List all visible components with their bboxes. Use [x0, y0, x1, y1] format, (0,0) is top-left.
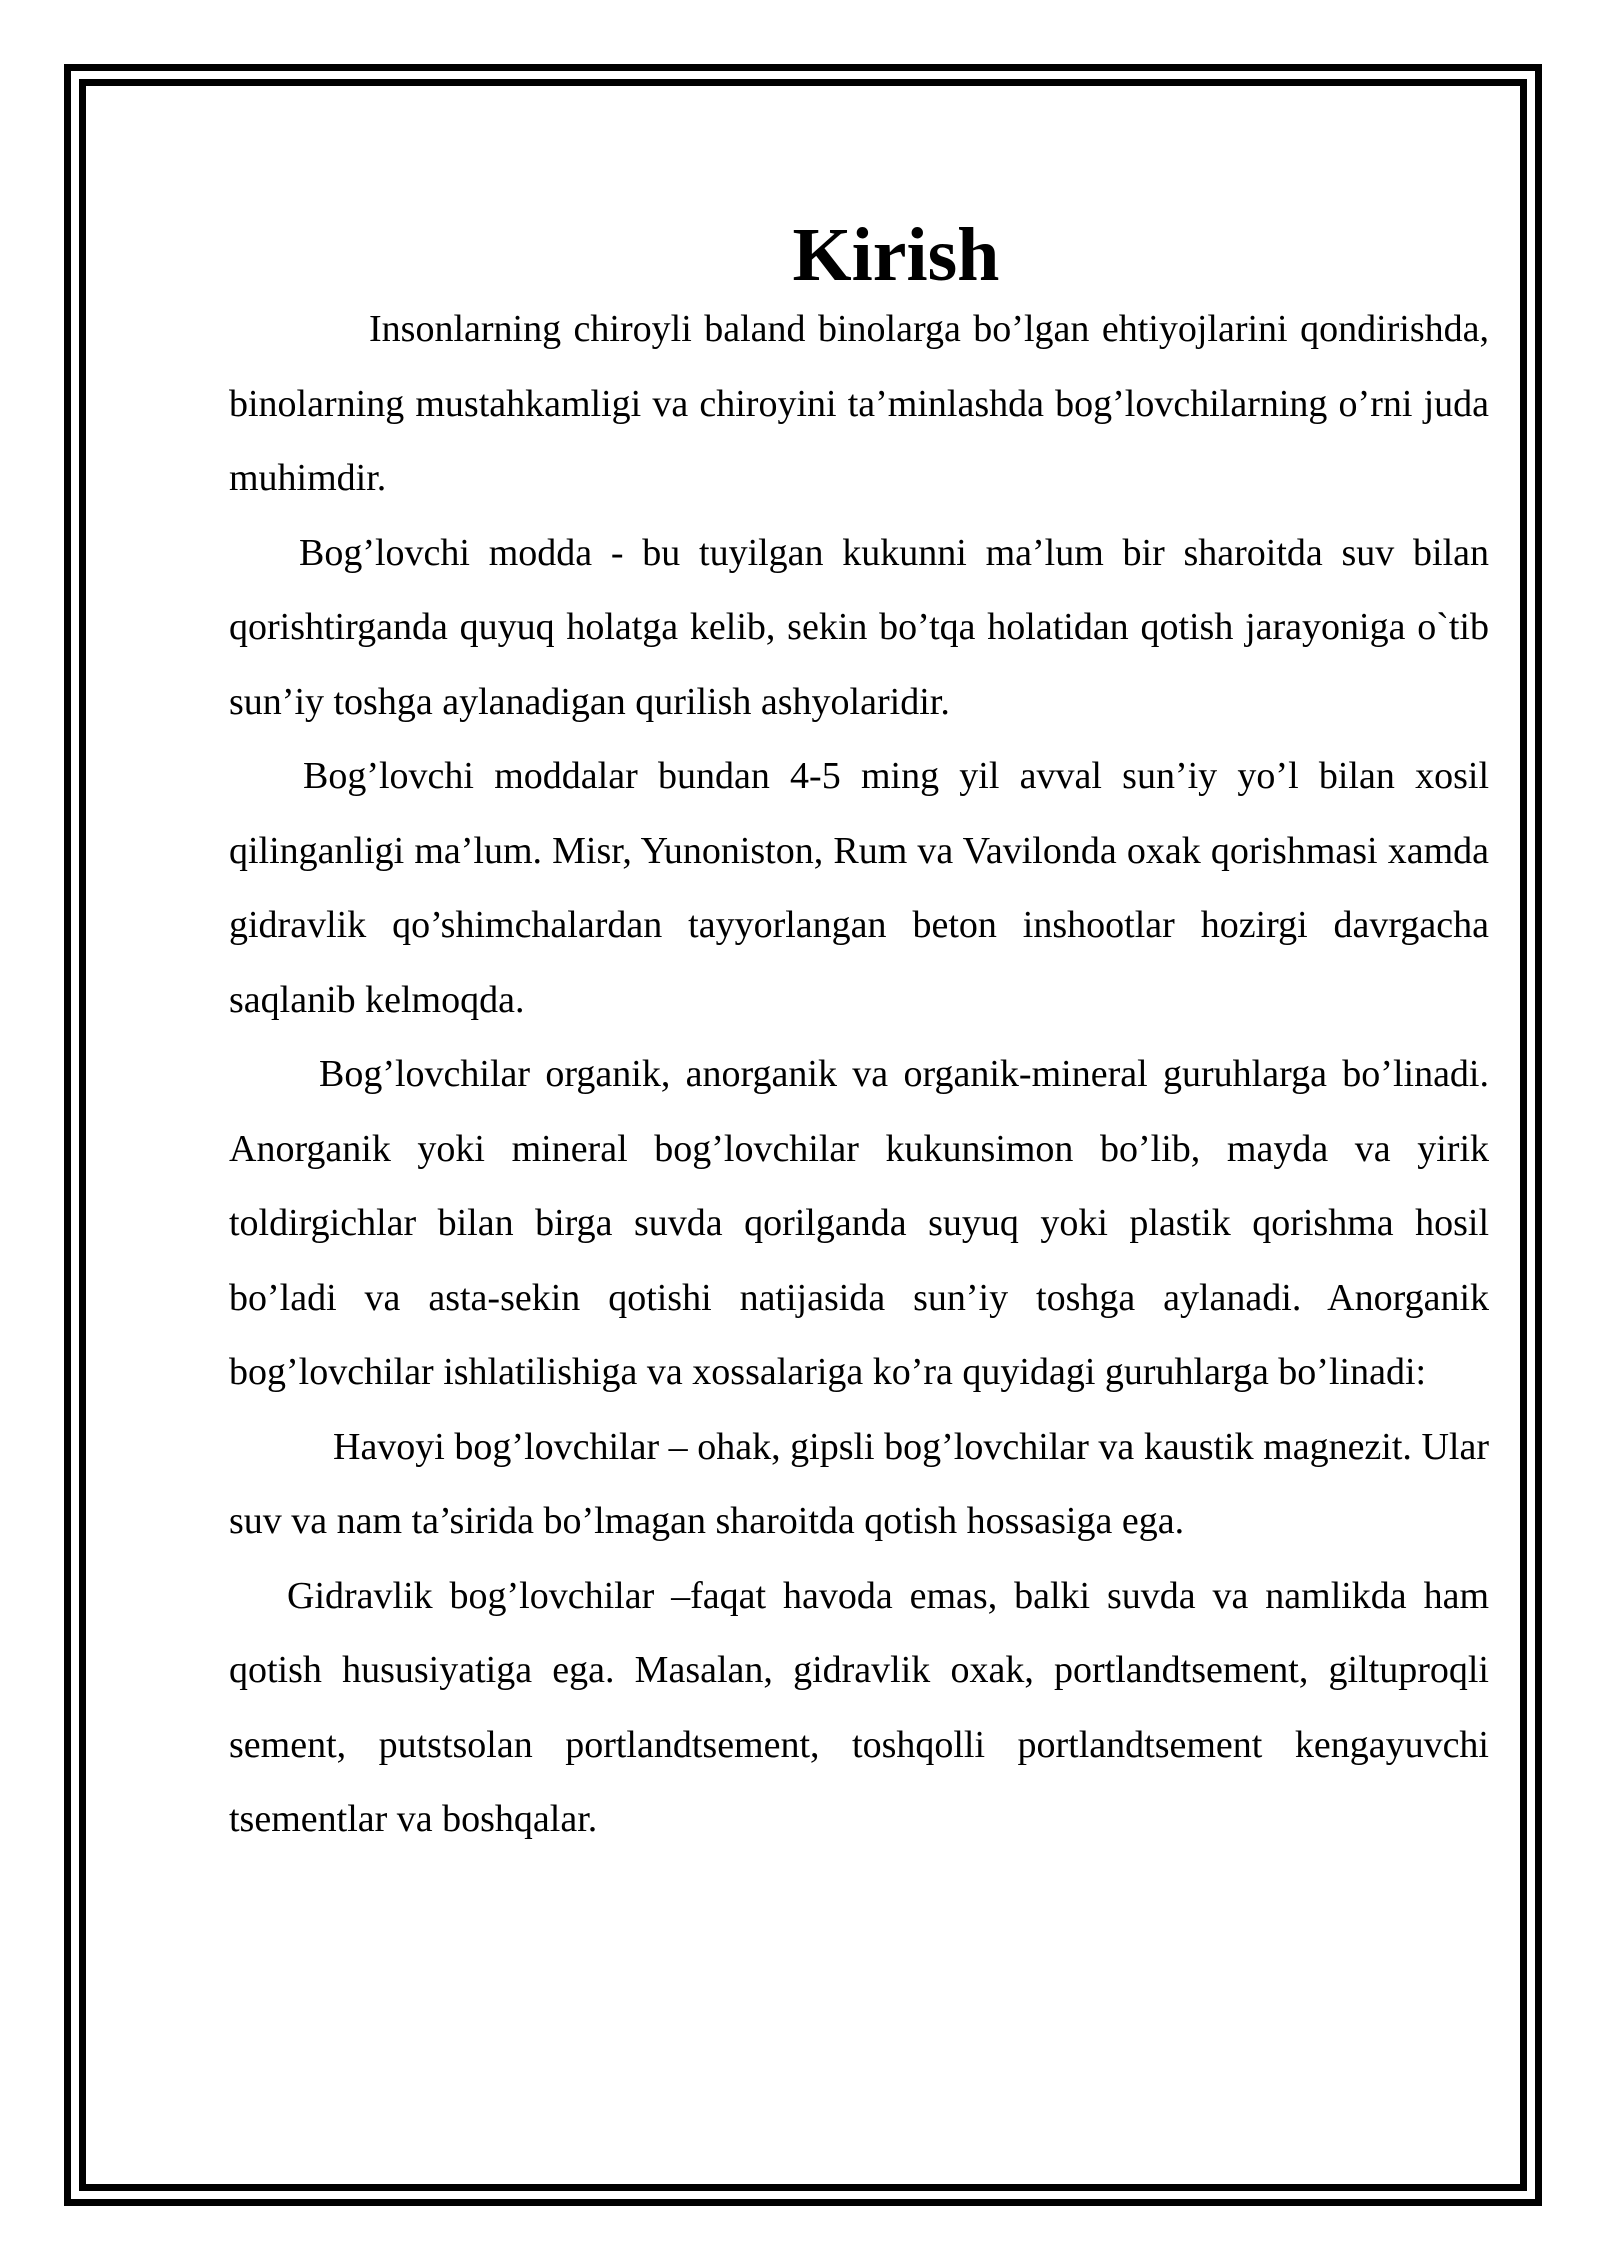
paragraph-5: Havoyi bog’lovchilar – ohak, gipsli bog’lovchilar va kaustik magnezit. Ular suv va nam ta’sirida bo’lmagan sharoitda qotish hossasiga ega.	[229, 1425, 1489, 1542]
paragraph-4: Bog’lovchilar organik, anorganik va organik-mineral guruhlarga bo’linadi. Anorganik yoki mineral bog’lovchilar kukunsimon bo’lib, mayda va yirik toldirgichlar bilan birga suvda qorilganda suyuq yoki plastik qorishma hosil bo’ladi va asta-sekin qotishi natijasida sun’iy toshga aylanadi. Anorganik bog’lovchilar ishlatilishiga va xossalariga ko’ra quyidagi guruhlarga bo’linadi:	[229, 1053, 1489, 1393]
document-body	[229, 213, 1489, 1857]
document-title: Kirish	[792, 213, 1000, 297]
paragraph-1: Insonlarning chiroyli baland binolarga bo’lgan ehtiyojlarini qondirishda, binolarning mustahkamligi va chiroyini ta’minlashda bog’lovchilarning o’rni juda muhimdir.	[229, 308, 1489, 499]
paragraph-2: Bog’lovchi modda - bu tuyilgan kukunni ma’lum bir sharoitda suv bilan qorishtirganda quyuq holatga kelib, sekin bo’tqa holatidan qotish jarayoniga o`tib sun’iy toshga aylanadigan qurilish ashyolaridir.	[229, 531, 1489, 723]
paragraph-6: Gidravlik bog’lovchilar –faqat havoda emas, balki suvda va namlikda ham qotish hususiyatiga ega. Masalan, gidravlik oxak, portlandtsement, giltuproqli sement, putstsolan portlandtsement, toshqolli portlandtsement kengayuvchi tsementlar va boshqalar.	[229, 1574, 1489, 1840]
paragraph-3: Bog’lovchi moddalar bundan 4-5 ming yil avval sun’iy yo’l bilan xosil qilinganligi ma’lum. Misr, Yunoniston, Rum va Vavilonda oxak qorishmasi xamda gidravlik qo’shimchalardan tayyorlangan beton inshootlar hozirgi davrgacha saqlanib kelmoqda.	[229, 755, 1489, 1021]
